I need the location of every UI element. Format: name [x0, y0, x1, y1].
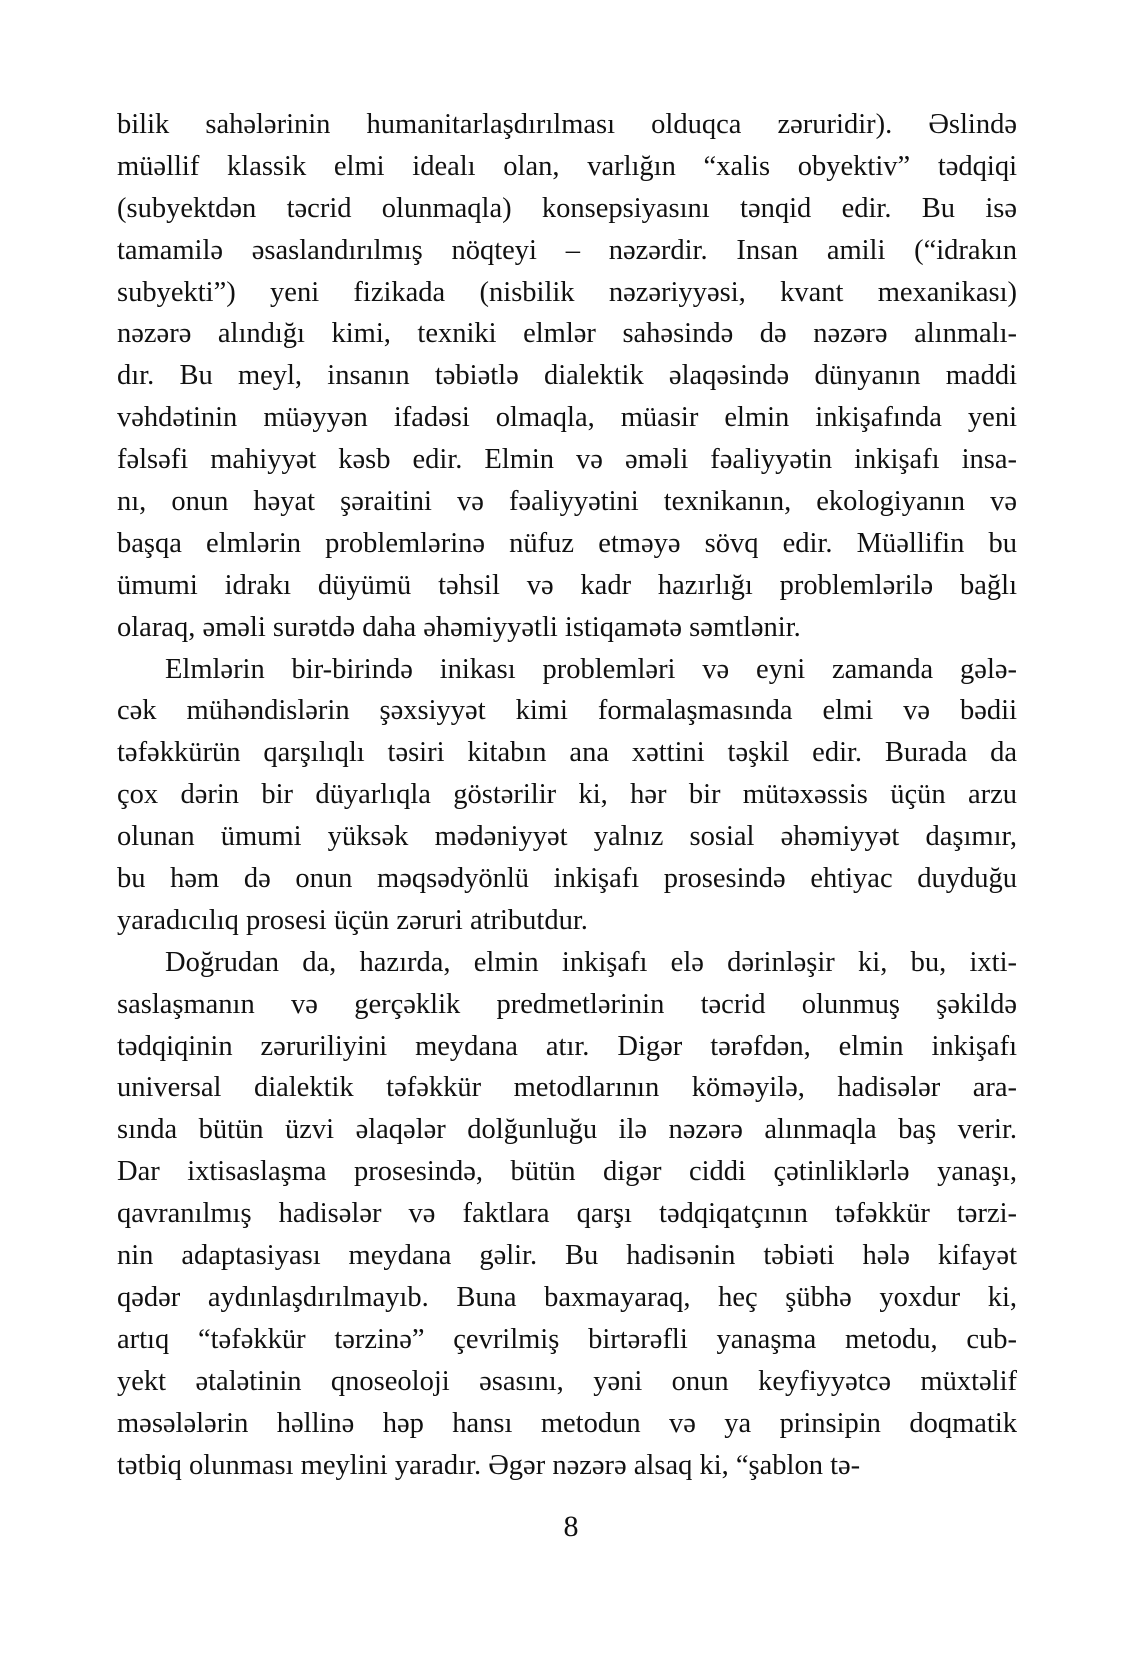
text-line: cək mühəndislərin şəxsiyyət kimi formalaşmasında elmi və bədii — [117, 695, 1017, 727]
text-line: subyekti”) yeni fizikada (nisbilik nəzəriyyəsi, kvant mexanikası) — [117, 276, 1017, 308]
text-line: artıq “təfəkkür tərzinə” çevrilmiş birtərəfli yanaşma metodu, cub- — [117, 1323, 1017, 1355]
text-line: təfəkkürün qarşılıqlı təsiri kitabın ana xəttini təşkil edir. Burada da — [117, 737, 1017, 769]
text-line: nəzərə alındığı kimi, texniki elmlər sahəsində də nəzərə alınmalı- — [117, 318, 1017, 350]
text-line: nı, onun həyat şəraitini və fəaliyyətini texnikanın, ekologiyanın və — [117, 486, 1017, 518]
text-line: bu həm də onun məqsədyönlü inkişafı prosesində ehtiyac duyduğu — [117, 863, 1017, 895]
text-line: çox dərin bir düyarlıqla göstərilir ki, hər bir mütəxəssis üçün arzu — [117, 779, 1017, 811]
paragraph — [117, 942, 1017, 1487]
body-text — [117, 104, 1017, 1486]
text-line: Doğrudan da, hazırda, elmin inkişafı elə dərinləşir ki, bu, ixti- — [165, 946, 1017, 978]
text-line: qavranılmış hadisələr və faktlara qarşı tədqiqatçının təfəkkür tərzi- — [117, 1198, 1017, 1230]
text-line: dır. Bu meyl, insanın təbiətlə dialektik əlaqəsində dünyanın maddi — [117, 360, 1017, 392]
text-line: məsələlərin həllinə həp hansı metodun və ya prinsipin doqmatik — [117, 1407, 1017, 1439]
text-line: Elmlərin bir-birində inikası problemləri və eyni zamanda gələ- — [165, 653, 1017, 685]
page-number: 8 — [563, 1510, 579, 1543]
text-line: bilik sahələrinin humanitarlaşdırılması olduqca zəruridir). Əslində — [117, 109, 1017, 140]
text-line: tətbiq olunması meylini yaradır. Əgər nəzərə alsaq ki, “şablon tə- — [117, 1449, 861, 1481]
text-line: olaraq, əməli surətdə daha əhəmiyyətli istiqamətə səmtlənir. — [117, 611, 801, 643]
text-line: tədqiqinin zəruriliyini meydana atır. Digər tərəfdən, elmin inkişafı — [117, 1030, 1017, 1062]
text-line: sında bütün üzvi əlaqələr dolğunluğu ilə nəzərə alınmaqla baş verir. — [117, 1114, 1017, 1146]
text-line: vəhdətinin müəyyən ifadəsi olmaqla, müasir elmin inkişafında yeni — [117, 402, 1017, 434]
text-line: yaradıcılıq prosesi üçün zəruri atributdur. — [117, 904, 588, 936]
text-line: universal dialektik təfəkkür metodlarının köməyilə, hadisələr ara- — [117, 1072, 1017, 1104]
text-line: olunan ümumi yüksək mədəniyyət yalnız sosial əhəmiyyət daşımır, — [117, 821, 1017, 853]
text-line: saslaşmanın və gerçəklik predmetlərinin təcrid olunmuş şəkildə — [117, 988, 1017, 1020]
text-line: yekt ətalətinin qnoseoloji əsasını, yəni onun keyfiyyətcə müxtəlif — [117, 1365, 1017, 1397]
paragraph — [117, 649, 1017, 942]
text-line: tamamilə əsaslandırılmış nöqteyi – nəzərdir. Insan amili (“idrakın — [117, 234, 1017, 266]
text-line: qədər aydınlaşdırılmayıb. Buna baxmayaraq, heç şübhə yoxdur ki, — [117, 1281, 1017, 1313]
text-line: müəllif klassik elmi idealı olan, varlığın “xalis obyektiv” tədqiqi — [117, 150, 1017, 182]
text-line: ümumi idrakı düyümü təhsil və kadr hazırlığı problemlərilə bağlı — [117, 569, 1017, 601]
text-line: başqa elmlərin problemlərinə nüfuz etməyə sövq edir. Müəllifin bu — [117, 527, 1017, 559]
text-line: Dar ixtisaslaşma prosesində, bütün digər ciddi çətinliklərlə yanaşı, — [117, 1156, 1017, 1188]
paragraph — [117, 104, 1017, 649]
text-line: (subyektdən təcrid olunmaqla) konsepsiyasını tənqid edir. Bu isə — [117, 192, 1017, 224]
text-line: fəlsəfi mahiyyət kəsb edir. Elmin və əməli fəaliyyətin inkişafı insa- — [117, 444, 1017, 476]
text-line: nin adaptasiyası meydana gəlir. Bu hadisənin təbiəti hələ kifayət — [117, 1240, 1017, 1272]
